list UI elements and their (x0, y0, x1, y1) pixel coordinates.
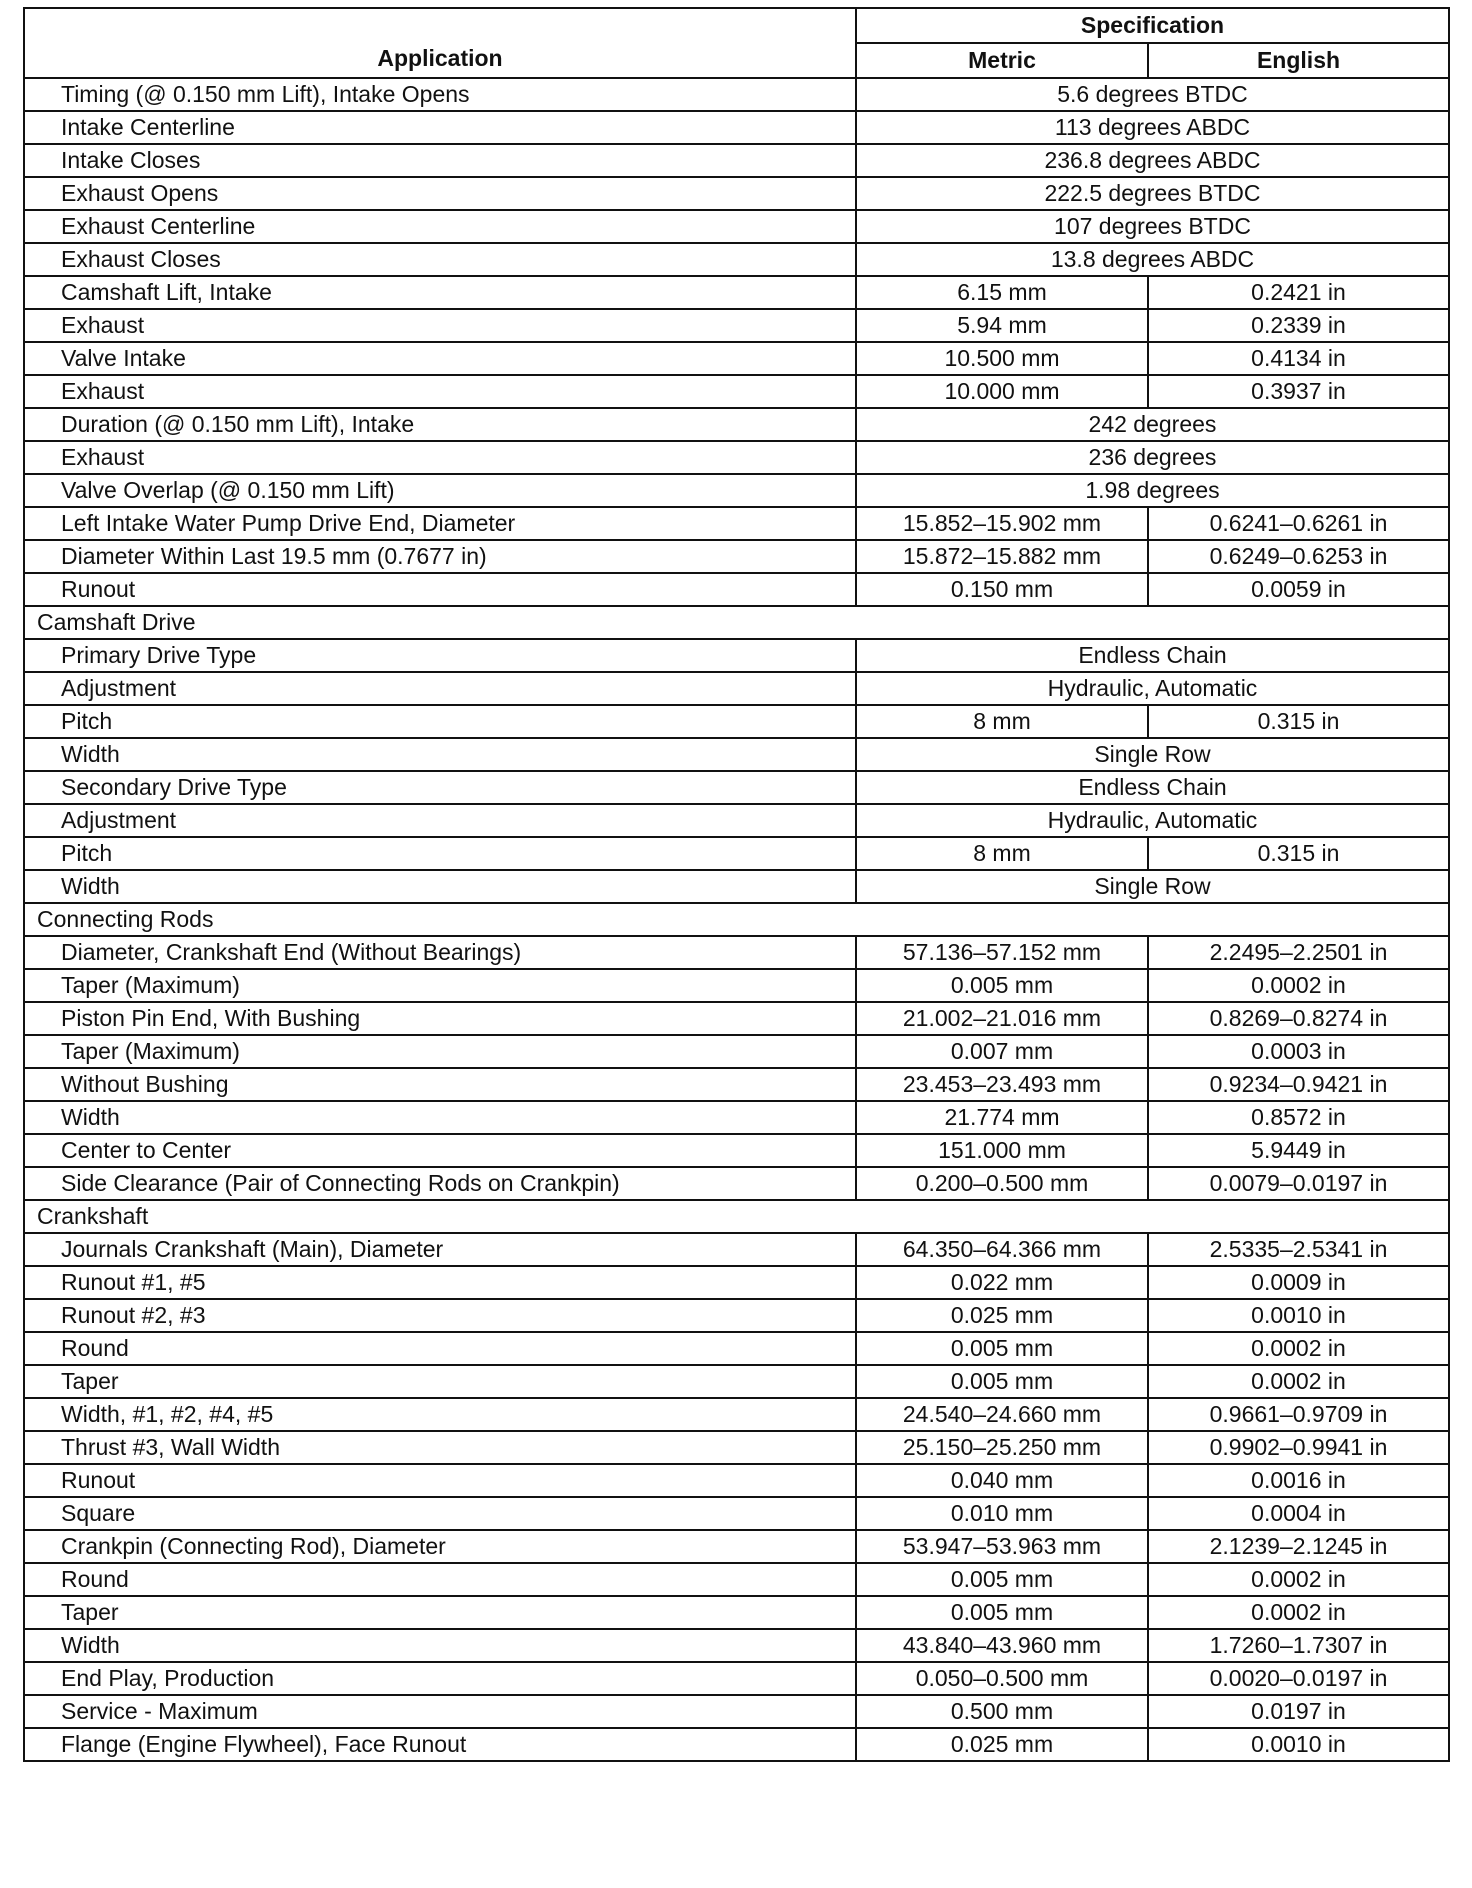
application-cell: Camshaft Lift, Intake (24, 276, 856, 309)
application-cell: Flange (Engine Flywheel), Face Runout (24, 1728, 856, 1761)
application-cell: Adjustment (24, 804, 856, 837)
application-cell: Valve Overlap (@ 0.150 mm Lift) (24, 474, 856, 507)
metric-value-cell: 5.94 mm (856, 309, 1148, 342)
metric-value-cell: 0.025 mm (856, 1728, 1148, 1761)
application-cell: Without Bushing (24, 1068, 856, 1101)
metric-value-cell: 8 mm (856, 837, 1148, 870)
english-value-cell: 0.0002 in (1148, 1365, 1449, 1398)
specification-table (23, 7, 1450, 1762)
metric-value-cell: 43.840–43.960 mm (856, 1629, 1148, 1662)
metric-value-cell: 10.500 mm (856, 342, 1148, 375)
metric-value-cell: 0.050–0.500 mm (856, 1662, 1148, 1695)
application-cell: Square (24, 1497, 856, 1530)
table-row (24, 1563, 1449, 1596)
application-cell: Taper (Maximum) (24, 1035, 856, 1068)
table-row (24, 837, 1449, 870)
english-value-cell: 0.9234–0.9421 in (1148, 1068, 1449, 1101)
metric-value-cell: 23.453–23.493 mm (856, 1068, 1148, 1101)
application-cell: Side Clearance (Pair of Connecting Rods on Crankpin) (24, 1167, 856, 1200)
table-row (24, 705, 1449, 738)
specification-value-cell: 5.6 degrees BTDC (856, 78, 1449, 111)
application-cell: Left Intake Water Pump Drive End, Diameter (24, 507, 856, 540)
metric-value-cell: 21.002–21.016 mm (856, 1002, 1148, 1035)
table-row (24, 210, 1449, 243)
table-row (24, 177, 1449, 210)
metric-value-cell: 0.005 mm (856, 1596, 1148, 1629)
table-row (24, 309, 1449, 342)
application-cell: Width (24, 738, 856, 771)
english-value-cell: 0.315 in (1148, 705, 1449, 738)
english-value-cell: 0.0010 in (1148, 1299, 1449, 1332)
table-row (24, 276, 1449, 309)
application-cell: Intake Centerline (24, 111, 856, 144)
table-row (24, 144, 1449, 177)
application-cell: Piston Pin End, With Bushing (24, 1002, 856, 1035)
table-header (24, 8, 1449, 78)
header-row-top (24, 8, 1449, 43)
application-cell: Runout #2, #3 (24, 1299, 856, 1332)
english-value-cell: 0.9661–0.9709 in (1148, 1398, 1449, 1431)
table-row (24, 1398, 1449, 1431)
table-row (24, 1101, 1449, 1134)
application-cell: Intake Closes (24, 144, 856, 177)
table-row (24, 738, 1449, 771)
specification-value-cell: Hydraulic, Automatic (856, 672, 1449, 705)
table-row (24, 1497, 1449, 1530)
table-row (24, 969, 1449, 1002)
english-value-cell: 0.3937 in (1148, 375, 1449, 408)
specification-value-cell: 13.8 degrees ABDC (856, 243, 1449, 276)
english-value-cell: 0.0010 in (1148, 1728, 1449, 1761)
english-value-cell: 0.0016 in (1148, 1464, 1449, 1497)
table-row (24, 1167, 1449, 1200)
application-cell: Diameter Within Last 19.5 mm (0.7677 in) (24, 540, 856, 573)
application-cell: Pitch (24, 705, 856, 738)
table-row (24, 474, 1449, 507)
table-row (24, 1299, 1449, 1332)
specification-value-cell: Endless Chain (856, 771, 1449, 804)
metric-value-cell: 0.005 mm (856, 1365, 1148, 1398)
specification-value-cell: Single Row (856, 870, 1449, 903)
table-body (24, 78, 1449, 1761)
metric-value-cell: 0.007 mm (856, 1035, 1148, 1068)
table-row (24, 1233, 1449, 1266)
table-row (24, 1002, 1449, 1035)
english-value-cell: 2.5335–2.5341 in (1148, 1233, 1449, 1266)
section-row (24, 903, 1449, 936)
metric-value-cell: 0.150 mm (856, 573, 1148, 606)
english-value-cell: 0.0002 in (1148, 969, 1449, 1002)
specification-value-cell: Hydraulic, Automatic (856, 804, 1449, 837)
metric-value-cell: 8 mm (856, 705, 1148, 738)
metric-value-cell: 24.540–24.660 mm (856, 1398, 1148, 1431)
application-cell: Journals Crankshaft (Main), Diameter (24, 1233, 856, 1266)
english-value-cell: 0.0002 in (1148, 1332, 1449, 1365)
application-cell: Primary Drive Type (24, 639, 856, 672)
specification-value-cell: 242 degrees (856, 408, 1449, 441)
metric-value-cell: 57.136–57.152 mm (856, 936, 1148, 969)
table-row (24, 507, 1449, 540)
metric-column-header: Metric (856, 43, 1148, 78)
application-cell: Width (24, 1629, 856, 1662)
application-cell: Exhaust Closes (24, 243, 856, 276)
english-value-cell: 0.0002 in (1148, 1563, 1449, 1596)
english-value-cell: 0.0079–0.0197 in (1148, 1167, 1449, 1200)
specification-value-cell: Single Row (856, 738, 1449, 771)
application-cell: Round (24, 1332, 856, 1365)
table-row (24, 639, 1449, 672)
application-cell: Adjustment (24, 672, 856, 705)
application-cell: Diameter, Crankshaft End (Without Bearings) (24, 936, 856, 969)
specification-value-cell: 222.5 degrees BTDC (856, 177, 1449, 210)
english-value-cell: 0.0004 in (1148, 1497, 1449, 1530)
specification-column-header: Specification (856, 8, 1449, 43)
table-row (24, 1266, 1449, 1299)
specification-value-cell: 113 degrees ABDC (856, 111, 1449, 144)
english-value-cell: 2.1239–2.1245 in (1148, 1530, 1449, 1563)
english-value-cell: 0.4134 in (1148, 342, 1449, 375)
english-value-cell: 0.0003 in (1148, 1035, 1449, 1068)
metric-value-cell: 15.852–15.902 mm (856, 507, 1148, 540)
metric-value-cell: 10.000 mm (856, 375, 1148, 408)
application-cell: Width (24, 870, 856, 903)
english-value-cell: 0.0020–0.0197 in (1148, 1662, 1449, 1695)
english-value-cell: 0.8572 in (1148, 1101, 1449, 1134)
metric-value-cell: 0.005 mm (856, 1332, 1148, 1365)
english-value-cell: 0.0197 in (1148, 1695, 1449, 1728)
table-row (24, 1662, 1449, 1695)
metric-value-cell: 0.005 mm (856, 969, 1148, 1002)
table-row (24, 1035, 1449, 1068)
table-row (24, 1068, 1449, 1101)
table-row (24, 1695, 1449, 1728)
table-row (24, 1728, 1449, 1761)
english-value-cell: 1.7260–1.7307 in (1148, 1629, 1449, 1662)
section-heading: Connecting Rods (24, 903, 1449, 936)
application-cell: Taper (24, 1596, 856, 1629)
application-cell: Width (24, 1101, 856, 1134)
application-cell: Valve Intake (24, 342, 856, 375)
english-value-cell: 0.9902–0.9941 in (1148, 1431, 1449, 1464)
english-value-cell: 0.8269–0.8274 in (1148, 1002, 1449, 1035)
metric-value-cell: 64.350–64.366 mm (856, 1233, 1148, 1266)
specification-value-cell: 236.8 degrees ABDC (856, 144, 1449, 177)
metric-value-cell: 0.040 mm (856, 1464, 1148, 1497)
application-cell: Timing (@ 0.150 mm Lift), Intake Opens (24, 78, 856, 111)
specification-value-cell: 236 degrees (856, 441, 1449, 474)
application-cell: Exhaust (24, 309, 856, 342)
english-value-cell: 0.0002 in (1148, 1596, 1449, 1629)
table-row (24, 1596, 1449, 1629)
table-row (24, 342, 1449, 375)
section-heading: Crankshaft (24, 1200, 1449, 1233)
metric-value-cell: 0.022 mm (856, 1266, 1148, 1299)
section-heading: Camshaft Drive (24, 606, 1449, 639)
application-cell: Exhaust (24, 441, 856, 474)
english-value-cell: 2.2495–2.2501 in (1148, 936, 1449, 969)
specification-value-cell: 107 degrees BTDC (856, 210, 1449, 243)
english-value-cell: 0.0009 in (1148, 1266, 1449, 1299)
table-row (24, 1332, 1449, 1365)
table-row (24, 804, 1449, 837)
metric-value-cell: 0.200–0.500 mm (856, 1167, 1148, 1200)
metric-value-cell: 53.947–53.963 mm (856, 1530, 1148, 1563)
english-value-cell: 0.2339 in (1148, 309, 1449, 342)
application-cell: Crankpin (Connecting Rod), Diameter (24, 1530, 856, 1563)
application-cell: Secondary Drive Type (24, 771, 856, 804)
metric-value-cell: 0.500 mm (856, 1695, 1148, 1728)
metric-value-cell: 0.025 mm (856, 1299, 1148, 1332)
application-cell: Service - Maximum (24, 1695, 856, 1728)
metric-value-cell: 6.15 mm (856, 276, 1148, 309)
application-column-header: Application (24, 8, 856, 78)
application-cell: Runout (24, 573, 856, 606)
application-cell: Center to Center (24, 1134, 856, 1167)
application-cell: Width, #1, #2, #4, #5 (24, 1398, 856, 1431)
table-row (24, 540, 1449, 573)
application-cell: Exhaust Centerline (24, 210, 856, 243)
application-cell: Pitch (24, 837, 856, 870)
metric-value-cell: 0.010 mm (856, 1497, 1148, 1530)
table-row (24, 111, 1449, 144)
application-cell: Thrust #3, Wall Width (24, 1431, 856, 1464)
english-value-cell: 0.2421 in (1148, 276, 1449, 309)
specification-value-cell: Endless Chain (856, 639, 1449, 672)
metric-value-cell: 15.872–15.882 mm (856, 540, 1148, 573)
application-cell: Runout #1, #5 (24, 1266, 856, 1299)
metric-value-cell: 151.000 mm (856, 1134, 1148, 1167)
metric-value-cell: 25.150–25.250 mm (856, 1431, 1148, 1464)
application-cell: Runout (24, 1464, 856, 1497)
application-cell: Duration (@ 0.150 mm Lift), Intake (24, 408, 856, 441)
table-row (24, 870, 1449, 903)
table-row (24, 1629, 1449, 1662)
english-value-cell: 0.6241–0.6261 in (1148, 507, 1449, 540)
application-cell: Exhaust (24, 375, 856, 408)
table-row (24, 1365, 1449, 1398)
table-row (24, 573, 1449, 606)
table-row (24, 1134, 1449, 1167)
english-value-cell: 0.6249–0.6253 in (1148, 540, 1449, 573)
metric-value-cell: 21.774 mm (856, 1101, 1148, 1134)
application-cell: Round (24, 1563, 856, 1596)
table-row (24, 441, 1449, 474)
table-row (24, 1431, 1449, 1464)
english-value-cell: 0.0059 in (1148, 573, 1449, 606)
table-row (24, 936, 1449, 969)
english-value-cell: 5.9449 in (1148, 1134, 1449, 1167)
table-row (24, 1464, 1449, 1497)
application-cell: End Play, Production (24, 1662, 856, 1695)
metric-value-cell: 0.005 mm (856, 1563, 1148, 1596)
table-row (24, 375, 1449, 408)
english-value-cell: 0.315 in (1148, 837, 1449, 870)
table-row (24, 78, 1449, 111)
table-row (24, 1530, 1449, 1563)
table-row (24, 408, 1449, 441)
section-row (24, 1200, 1449, 1233)
application-cell: Exhaust Opens (24, 177, 856, 210)
table-row (24, 672, 1449, 705)
table-row (24, 243, 1449, 276)
english-column-header: English (1148, 43, 1449, 78)
specification-value-cell: 1.98 degrees (856, 474, 1449, 507)
application-cell: Taper (Maximum) (24, 969, 856, 1002)
section-row (24, 606, 1449, 639)
application-cell: Taper (24, 1365, 856, 1398)
table-row (24, 771, 1449, 804)
